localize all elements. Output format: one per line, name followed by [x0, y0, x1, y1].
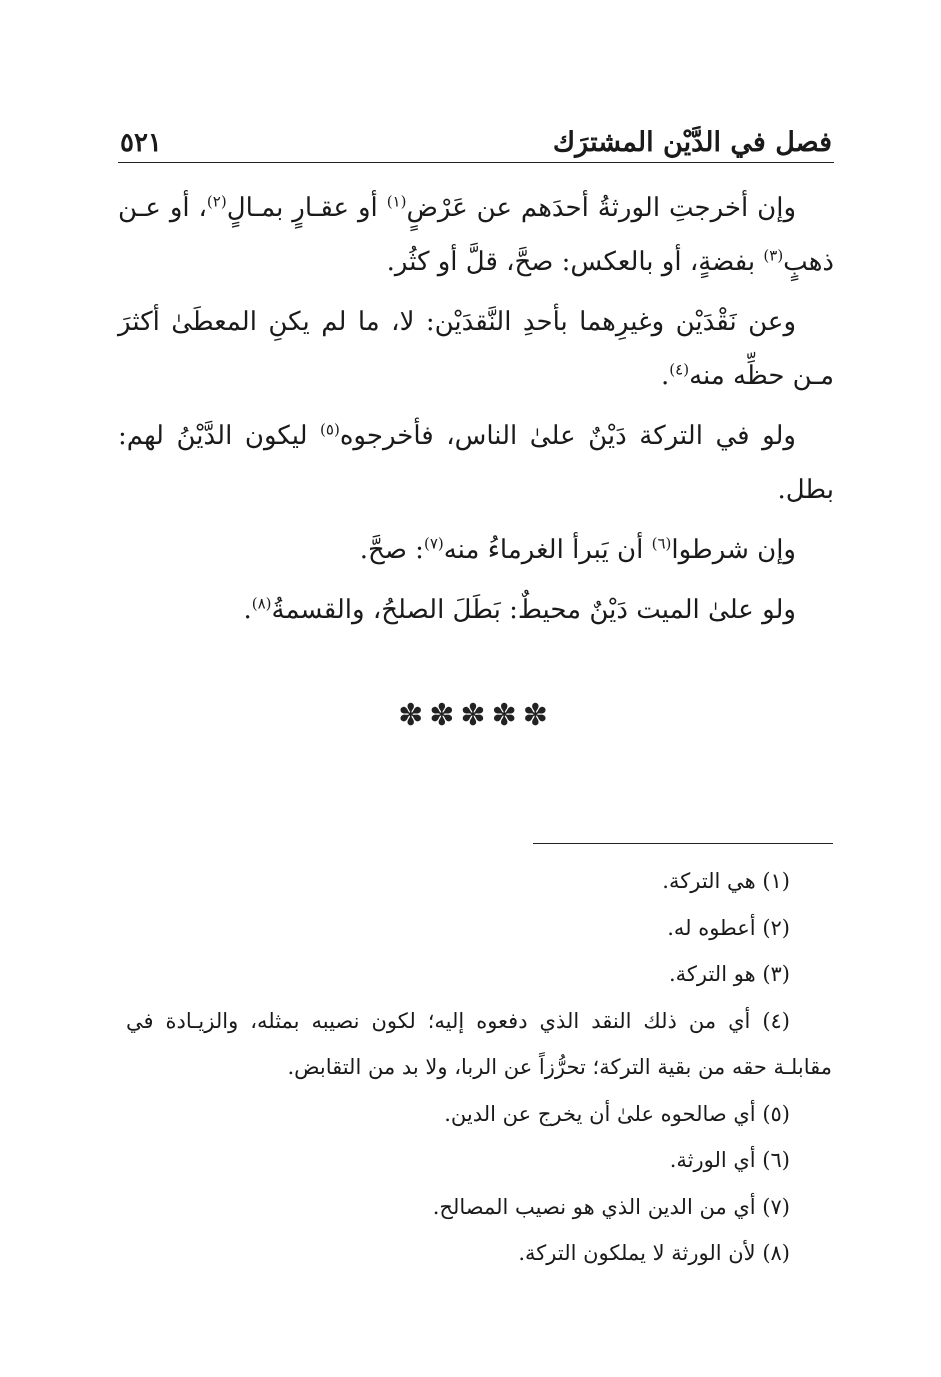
text-run: : صحَّ.	[359, 535, 424, 565]
text-run: .	[661, 361, 670, 391]
footnote-marker: (١)	[386, 192, 407, 211]
footnote: (٧) أي من الدين الذي هو نصيب المصالح.	[432, 1194, 790, 1219]
paragraph	[118, 523, 834, 577]
text-run: وإن شرطوا	[671, 535, 796, 565]
footnotes	[126, 858, 832, 1277]
page	[118, 110, 834, 743]
text-run: بفضةٍ، أو بالعكس: صحَّ، قلَّ أو كثُر.	[386, 247, 764, 277]
page-number: ٥٢١	[120, 128, 162, 158]
footnote: (٦) أي الورثة.	[669, 1148, 790, 1172]
footnote-marker: (٤)	[669, 360, 690, 379]
text-run: وإن أخرجتِ الورثةُ أحدَهم عن عَرْضٍ	[406, 193, 797, 223]
text-run: ، أو عـن ذهبٍ	[118, 193, 834, 277]
paragraph	[118, 409, 834, 517]
text-run: ولو علىٰ الميت دَيْنٌ محيطٌ: بَطَلَ الصلحُ، والقسمةُ	[271, 595, 796, 625]
text-run: أو عقـارٍ بمـالٍ	[226, 193, 387, 223]
footnote: (٥) أي صالحوه علىٰ أن يخرج عن الدين.	[444, 1101, 790, 1126]
paragraph	[118, 295, 834, 403]
text-run: ولو في التركة دَيْنٌ علىٰ الناس، فأخرجوه	[339, 421, 796, 451]
footnote-marker: (٦)	[651, 534, 672, 553]
footnote-marker: (٨)	[251, 594, 272, 613]
chapter-title: فصل في الدَّيْن المشترَك	[552, 127, 832, 158]
footnote-marker: (٣)	[763, 246, 784, 265]
footnote-marker: (٧)	[423, 534, 444, 553]
footnote-marker: (٢)	[206, 192, 227, 211]
footnote: (٤) أي من ذلك النقد الذي دفعوه إليه؛ لكون نصيبه بمثله، والزيـادة في مقابلـة حقه من بقية التركة؛ تحرُّزاً عن الربا، ولا بد من التقابض.	[126, 1008, 832, 1079]
text-run: .	[243, 595, 252, 625]
text-run: وعن نَقْدَيْن وغيرِهما بأحدِ النَّقدَيْن: لا، ما لم يكنِ المعطَىٰ أكثرَ مـن حظِّه منه	[118, 307, 834, 391]
footnote: (١) هي التركة.	[662, 869, 790, 893]
text-run: ليكون الدَّيْنُ لهم: بطل.	[118, 421, 834, 505]
footnote: (٢) أعطوه له.	[667, 915, 790, 940]
running-header	[118, 110, 834, 163]
text-run: أن يَبرأ الغرماءُ منه	[443, 535, 652, 565]
paragraph	[118, 181, 834, 289]
section-separator: ✽✽✽✽✽	[398, 698, 554, 733]
footnote-divider	[533, 843, 833, 844]
footnote: (٣) هو التركة.	[668, 962, 790, 986]
footnote-marker: (٥)	[320, 420, 340, 439]
main-text	[118, 181, 834, 743]
paragraph	[118, 583, 834, 637]
footnote: (٨) لأن الورثة لا يملكون التركة.	[518, 1241, 790, 1265]
